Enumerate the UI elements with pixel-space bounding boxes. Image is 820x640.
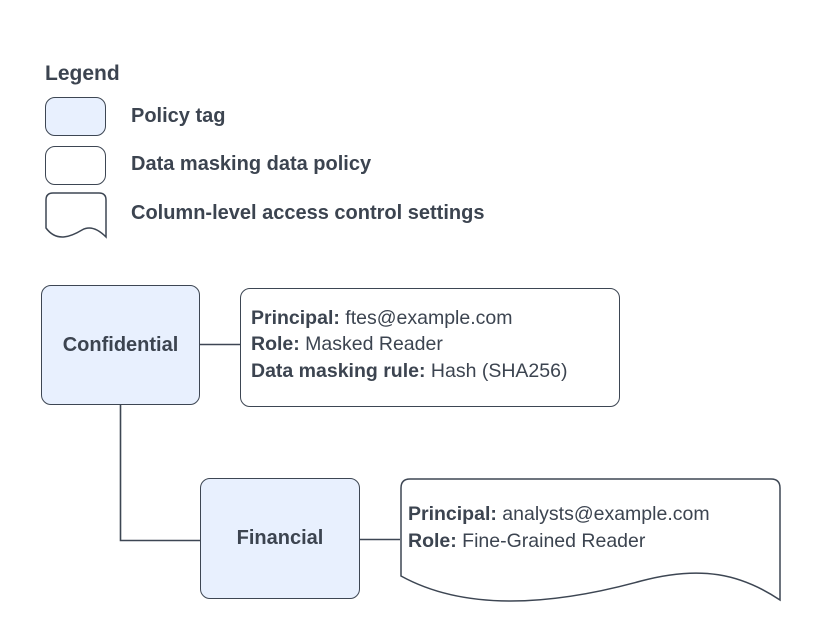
acl-role-value: Fine-Grained Reader [462,529,646,552]
acl-role-label: Role: [408,529,457,552]
policy-role-line [251,331,609,358]
policy-rule-value: Hash (SHA256) [430,359,568,382]
node-acl-settings-text [408,501,710,554]
legend-item-data-masking-policy: Data masking data policy [131,153,372,175]
acl-role-line [408,528,710,555]
legend-title: Legend [45,62,120,85]
legend-item-policy-tag: Policy tag [131,105,226,127]
acl-principal-value: analysts@example.com [502,503,710,525]
policy-rule-line [251,358,609,385]
policy-role-value: Masked Reader [305,333,443,356]
document-shape-swatch-icon [45,192,107,242]
data-policy-swatch-icon [45,146,106,185]
node-policy-tag-financial: Financial [200,478,360,599]
policy-tag-swatch-icon [45,97,106,136]
policy-rule-label: Data masking rule: [251,359,426,382]
policy-role-label: Role: [251,333,300,356]
acl-principal-label: Principal: [408,503,497,525]
legend-item-column-acl: Column-level access control settings [131,202,485,224]
policy-principal-line [251,305,609,332]
connector-confidential-to-financial [121,405,201,541]
node-data-masking-policy [240,288,620,407]
policy-principal-value: ftes@example.com [345,306,513,329]
acl-principal-line [408,501,710,528]
node-policy-tag-confidential: Confidential [41,285,200,405]
policy-principal-label: Principal: [251,306,340,329]
